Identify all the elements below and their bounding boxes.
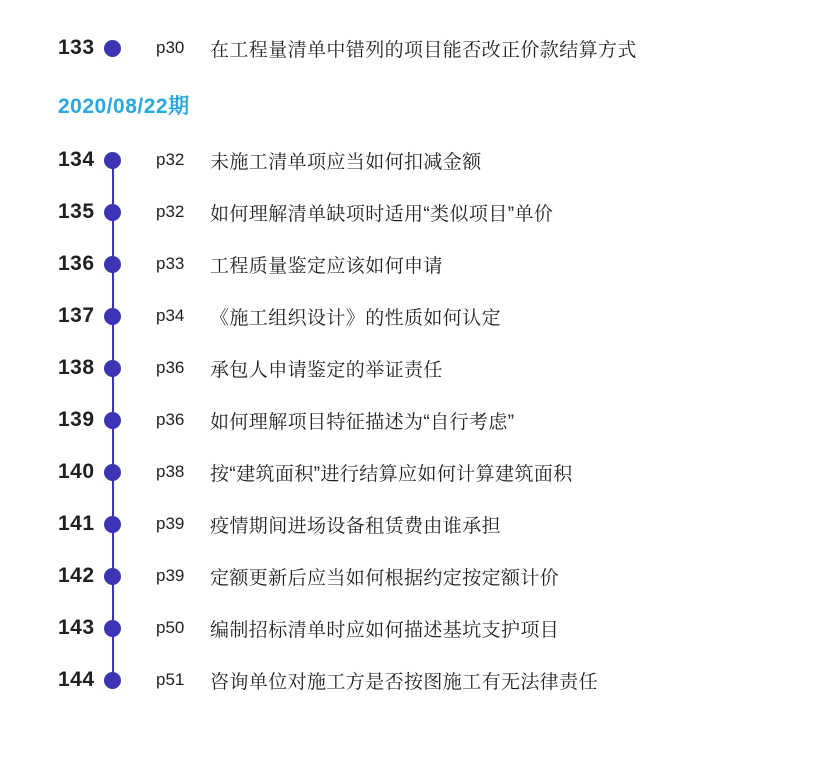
entry-page-number: p36 bbox=[156, 358, 185, 377]
entry-title: 如何理解项目特征描述为“自行考虑” bbox=[210, 411, 515, 433]
entry-dot-wrapper bbox=[104, 464, 148, 481]
entry-title: 疫情期间进场设备租赁费由谁承担 bbox=[210, 515, 502, 537]
entry-page-number: p32 bbox=[156, 150, 185, 169]
list-item bbox=[0, 342, 829, 394]
entry-number: 140 bbox=[58, 460, 95, 483]
bullet-dot-icon bbox=[104, 568, 121, 585]
entry-page-number: p33 bbox=[156, 254, 185, 273]
entry-dot-wrapper bbox=[104, 620, 148, 637]
entry-title: 在工程量清单中错列的项目能否改正价款结算方式 bbox=[210, 39, 637, 61]
entry-page-number: p30 bbox=[156, 38, 185, 57]
entry-title: 按“建筑面积”进行结算应如何计算建筑面积 bbox=[210, 463, 573, 485]
entry-number: 141 bbox=[58, 512, 95, 535]
entry-page-number: p38 bbox=[156, 462, 185, 481]
entry-page-number: p51 bbox=[156, 670, 185, 689]
entry-dot-wrapper bbox=[104, 40, 148, 57]
entry-page-number: p32 bbox=[156, 202, 185, 221]
entry-page-number: p34 bbox=[156, 306, 185, 325]
entry-number: 144 bbox=[58, 668, 95, 691]
entry-title: 未施工清单项应当如何扣减金额 bbox=[210, 151, 482, 173]
bullet-dot-icon bbox=[104, 40, 121, 57]
entry-dot-wrapper bbox=[104, 568, 148, 585]
entry-list bbox=[0, 134, 829, 706]
entry-dot-wrapper bbox=[104, 152, 148, 169]
entry-title: 咨询单位对施工方是否按图施工有无法律责任 bbox=[210, 671, 599, 693]
bullet-dot-icon bbox=[104, 204, 121, 221]
entry-title: 编制招标清单时应如何描述基坑支护项目 bbox=[210, 619, 560, 641]
entry-dot-wrapper bbox=[104, 672, 148, 689]
list-item bbox=[0, 550, 829, 602]
bullet-dot-icon bbox=[104, 516, 121, 533]
entry-title: 定额更新后应当如何根据约定按定额计价 bbox=[210, 567, 560, 589]
list-item bbox=[0, 186, 829, 238]
list-item bbox=[0, 654, 829, 706]
entry-number: 137 bbox=[58, 304, 95, 327]
list-item bbox=[0, 498, 829, 550]
entry-number: 142 bbox=[58, 564, 95, 587]
entry-number: 139 bbox=[58, 408, 95, 431]
bullet-dot-icon bbox=[104, 672, 121, 689]
list-item bbox=[0, 602, 829, 654]
entry-title: 如何理解清单缺项时适用“类似项目”单价 bbox=[210, 203, 554, 225]
list-item bbox=[0, 238, 829, 290]
entry-page-number: p39 bbox=[156, 566, 185, 585]
bullet-dot-icon bbox=[104, 308, 121, 325]
bullet-dot-icon bbox=[104, 256, 121, 273]
bullet-dot-icon bbox=[104, 152, 121, 169]
entry-number: 134 bbox=[58, 148, 95, 171]
entry-title: 工程质量鉴定应该如何申请 bbox=[210, 255, 443, 277]
entry-dot-wrapper bbox=[104, 204, 148, 221]
entry-dot-wrapper bbox=[104, 516, 148, 533]
list-item bbox=[0, 20, 829, 76]
bullet-dot-icon bbox=[104, 360, 121, 377]
entry-number: 133 bbox=[58, 36, 95, 59]
entry-page-number: p39 bbox=[156, 514, 185, 533]
entry-number: 136 bbox=[58, 252, 95, 275]
entry-dot-wrapper bbox=[104, 360, 148, 377]
entry-dot-wrapper bbox=[104, 308, 148, 325]
entry-title: 承包人申请鉴定的举证责任 bbox=[210, 359, 443, 381]
section-heading: 2020/08/22期 bbox=[58, 95, 190, 118]
list-item bbox=[0, 134, 829, 186]
entry-number: 138 bbox=[58, 356, 95, 379]
entry-page-number: p36 bbox=[156, 410, 185, 429]
entry-dot-wrapper bbox=[104, 412, 148, 429]
bullet-dot-icon bbox=[104, 412, 121, 429]
entry-number: 135 bbox=[58, 200, 95, 223]
bullet-dot-icon bbox=[104, 620, 121, 637]
entry-dot-wrapper bbox=[104, 256, 148, 273]
entry-page-number: p50 bbox=[156, 618, 185, 637]
entry-number: 143 bbox=[58, 616, 95, 639]
top-spacer bbox=[0, 0, 829, 20]
list-item bbox=[0, 446, 829, 498]
bullet-dot-icon bbox=[104, 464, 121, 481]
list-item bbox=[0, 394, 829, 446]
entry-title: 《施工组织设计》的性质如何认定 bbox=[210, 307, 502, 329]
list-item bbox=[0, 290, 829, 342]
entry-group bbox=[0, 134, 829, 706]
